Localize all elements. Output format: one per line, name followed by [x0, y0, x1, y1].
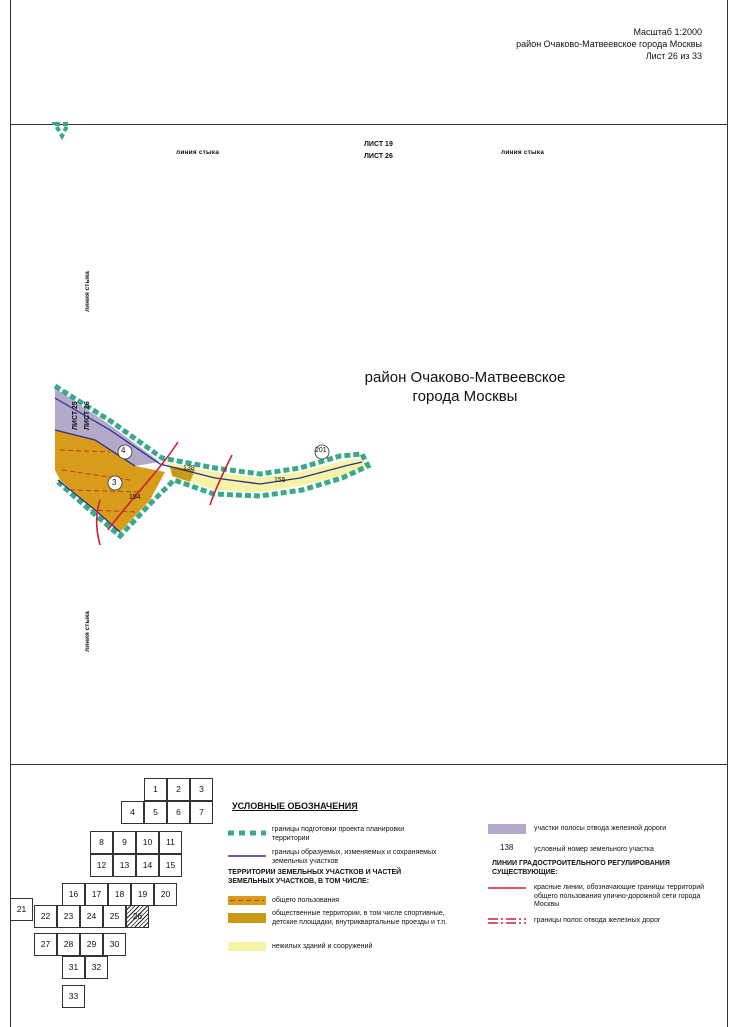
- sheet-number: Лист 26 из 33: [645, 51, 702, 61]
- index-cell-15: 15: [159, 854, 182, 877]
- legend-rail-boundaries: границы полос отвода железных дорог: [534, 917, 661, 924]
- index-cell-14: 14: [136, 854, 159, 877]
- legend-parcel-boundary: границы образуемых, изменяемых и сохраняемых земельных участков: [272, 849, 437, 865]
- parcel-label-155: 155: [274, 477, 286, 484]
- parcel-label-154: 154: [129, 494, 141, 501]
- index-cell-17: 17: [85, 883, 108, 906]
- parcel-label-138: 138: [183, 465, 195, 472]
- sheet-label-top: ЛИСТ 19: [364, 141, 393, 148]
- index-cell-6: 6: [167, 801, 190, 824]
- index-cell-3: 3: [190, 778, 213, 801]
- sheet-label-left-26: ЛИСТ 26: [84, 401, 91, 430]
- index-cell-9: 9: [113, 831, 136, 854]
- index-cell-31: 31: [62, 956, 85, 979]
- parcel-label-4: 4: [121, 446, 126, 455]
- index-cell-24: 24: [80, 905, 103, 928]
- legend-title: УСЛОВНЫЕ ОБОЗНАЧЕНИЯ: [232, 801, 358, 811]
- seam-label-left-lower: линия стыка: [84, 611, 91, 652]
- index-cell-8: 8: [90, 831, 113, 854]
- index-cell-23: 23: [57, 905, 80, 928]
- index-cell-4: 4: [121, 801, 144, 824]
- district-label: район Очаково-Матвеевское города Москвы: [364, 369, 566, 405]
- sliver-boundary: [55, 124, 68, 136]
- index-cell-21: 21: [10, 898, 33, 921]
- index-cell-1: 1: [144, 778, 167, 801]
- seam-label-left-upper: линия стыка: [84, 271, 91, 312]
- sheet-label-current: ЛИСТ 26: [364, 153, 393, 160]
- index-cell-30: 30: [103, 933, 126, 956]
- legend-planning-boundary: границы подготовки проекта планировки территории: [272, 826, 405, 842]
- index-cell-12: 12: [90, 854, 113, 877]
- legend-rail-zone: участки полосы отвода железной дороги: [534, 825, 667, 832]
- scale-label: Масштаб 1:2000: [633, 27, 702, 37]
- index-cell-28: 28: [57, 933, 80, 956]
- index-cell-20: 20: [154, 883, 177, 906]
- index-cell-27: 27: [34, 933, 57, 956]
- sheet-label-left-25: ЛИСТ 25: [72, 401, 79, 430]
- index-cell-7: 7: [190, 801, 213, 824]
- index-cell-25: 25: [103, 905, 126, 928]
- legend-parcel-number: условный номер земельного участка: [534, 846, 654, 853]
- legend-public-use: общего пользования: [272, 897, 340, 904]
- index-cell-16: 16: [62, 883, 85, 906]
- index-cell-10: 10: [136, 831, 159, 854]
- index-cell-13: 13: [113, 854, 136, 877]
- index-cell-2: 2: [167, 778, 190, 801]
- index-cell-19: 19: [131, 883, 154, 906]
- index-cell-11: 11: [159, 831, 182, 854]
- seam-label-top-right: линия стыка: [501, 149, 545, 156]
- legend-territories-head: ТЕРРИТОРИИ ЗЕМЕЛЬНЫХ УЧАСТКОВ И ЧАСТЕЙ ЗЕМЕЛЬНЫХ УЧАСТКОВ, В ТОМ ЧИСЛЕ:: [228, 869, 402, 885]
- header-district: район Очаково-Матвеевское города Москвы: [516, 39, 702, 49]
- legend-regulation-head: ЛИНИИ ГРАДОСТРОИТЕЛЬНОГО РЕГУЛИРОВАНИЯ СУЩЕСТВУЮЩИЕ:: [492, 860, 670, 876]
- legend-non-residential: нежилых зданий и сооружений: [272, 943, 373, 950]
- index-cell-33: 33: [62, 985, 85, 1008]
- index-cell-18: 18: [108, 883, 131, 906]
- parcel-label-201: 201: [315, 447, 327, 454]
- index-cell-22: 22: [34, 905, 57, 928]
- index-cell-29: 29: [80, 933, 103, 956]
- legend-parcel-number-sample: 138: [500, 843, 514, 852]
- legend-public-territories: общественные территории, в том числе спортивные, детские площадки, внутриквартальные проезды и т.п.: [272, 910, 447, 926]
- index-cell-32: 32: [85, 956, 108, 979]
- index-cell-26: 26: [126, 905, 149, 928]
- index-cell-5: 5: [144, 801, 167, 824]
- seam-label-top-left: линия стыка: [176, 149, 220, 156]
- parcel-label-3: 3: [112, 478, 117, 487]
- legend-red-lines: красные линии, обозначающие границы территорий общего пользования улично-дорожной сети города Москвы: [534, 884, 705, 908]
